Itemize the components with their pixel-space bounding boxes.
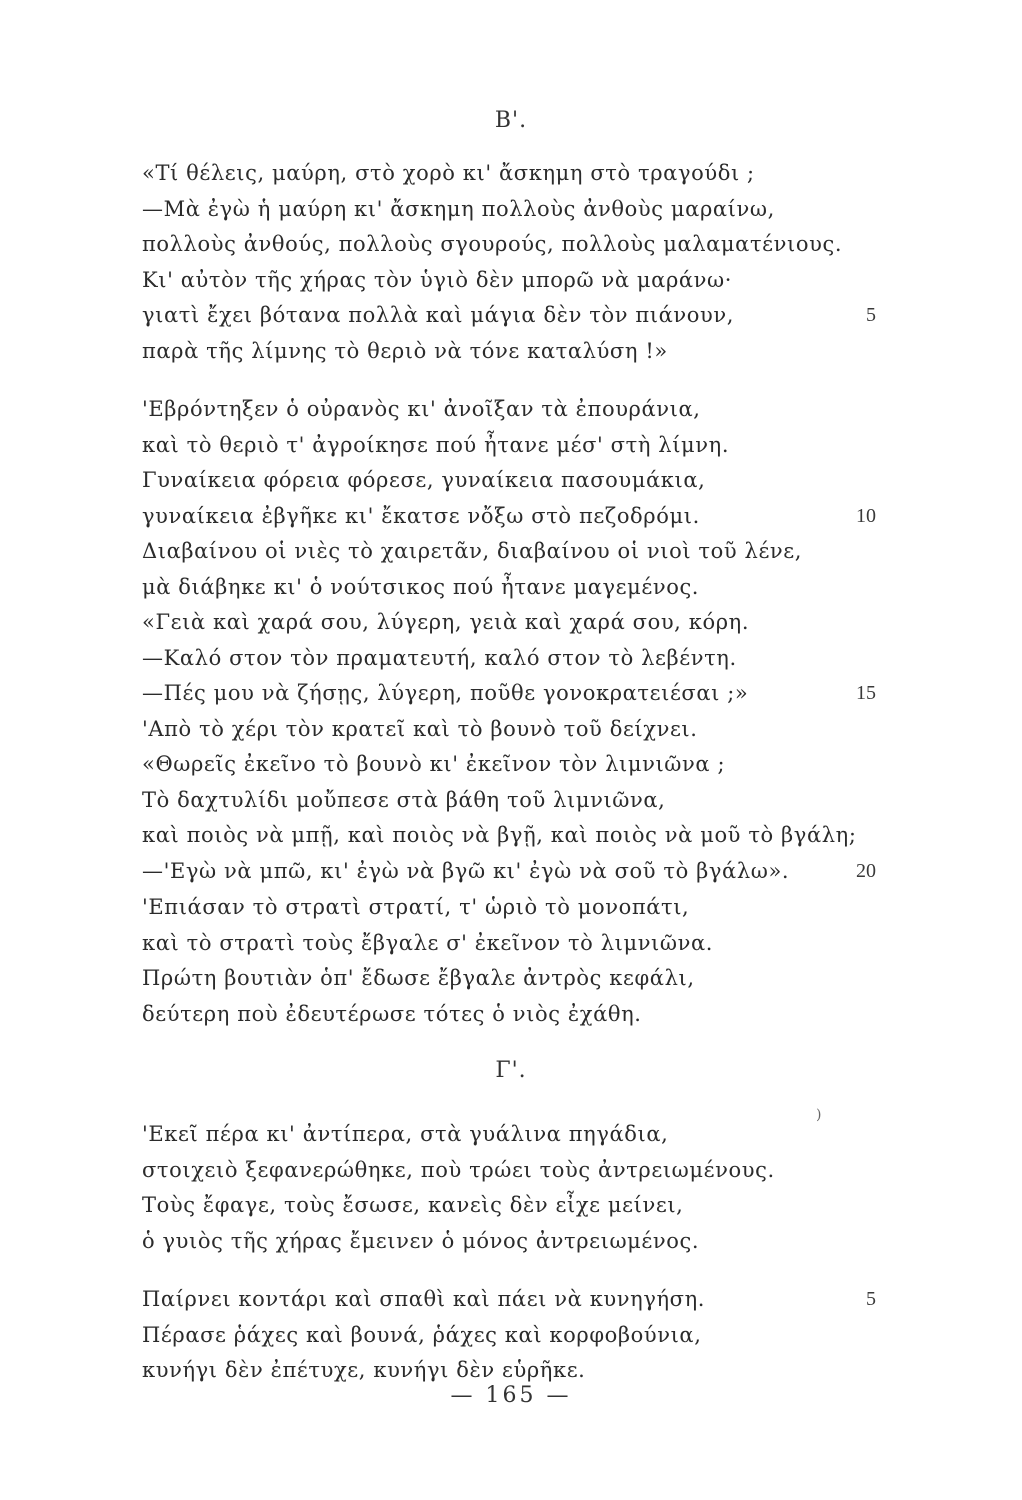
line-number: 5 xyxy=(866,304,876,326)
verse-text: —'Εγὼ νὰ μπῶ, κι' ἐγὼ νὰ βγῶ κι' ἐγὼ νὰ σοῦ τὸ βγάλω». xyxy=(142,858,790,883)
stanza-b-1 xyxy=(0,156,1022,369)
verse-line xyxy=(0,570,1022,606)
verse-line xyxy=(0,428,1022,464)
verse-text: —Πές μου νὰ ζήσῃς, λύγερη, ποῦθε γονοκρατειέσαι ;» xyxy=(142,681,749,705)
verse-text: ὁ γυιὸς τῆς χήρας ἔμεινεν ὁ μόνος ἀντρειωμένος. xyxy=(142,1228,700,1253)
line-number: 10 xyxy=(856,504,876,527)
verse-line xyxy=(0,961,1022,997)
verse-text: Τοὺς ἔφαγε, τοὺς ἔσωσε, κανεὶς δὲν εἶχε μείνει, xyxy=(142,1193,684,1217)
verse-line xyxy=(0,1153,1022,1189)
verse-line xyxy=(0,783,1022,819)
stanza-b-3 xyxy=(0,890,1022,1032)
verse-text: Γυναίκεια φόρεια φόρεσε, γυναίκεια πασουμάκια, xyxy=(142,468,706,492)
verse-text: γυναίκεια ἐβγῆκε κι' ἔκατσε νὄξω στὸ πεζοδρόμι. xyxy=(142,503,700,528)
verse-line xyxy=(0,227,1022,263)
verse-text: καὶ ποιὸς νὰ μπῇ, καὶ ποιὸς νὰ βγῇ, καὶ ποιὸς νὰ μοῦ τὸ βγάλη; xyxy=(142,823,857,847)
verse-text: δεύτερη ποὺ ἐδευτέρωσε τότες ὁ νιὸς ἐχάθη. xyxy=(142,1001,642,1026)
verse-text: καὶ τὸ στρατὶ τοὺς ἔβγαλε σ' ἐκεῖνον τὸ λιμνιῶνα. xyxy=(142,930,714,955)
verse-text: —Καλό στον τὸν πραματευτή, καλό στον τὸ λεβέντη. xyxy=(142,645,737,670)
verse-text: 'Απὸ τὸ χέρι τὸν κρατεῖ καὶ τὸ βουνὸ τοῦ δείχνει. xyxy=(142,716,698,741)
verse-line xyxy=(0,1318,1022,1354)
verse-text: «Θωρεῖς ἐκεῖνο τὸ βουνὸ κι' ἐκεῖνον τὸν λιμνιῶνα ; xyxy=(142,752,726,776)
verse-text: Πρώτη βουτιὰν ὁπ' ἔδωσε ἔβγαλε ἀντρὸς κεφάλι, xyxy=(142,966,695,990)
section-heading-b: Β'. xyxy=(494,108,528,133)
verse-line xyxy=(0,392,1022,428)
verse-text: γιατὶ ἔχει βότανα πολλὰ καὶ μάγια δὲν τὸν πιάνουν, xyxy=(142,303,734,327)
verse-line xyxy=(0,1117,1022,1153)
page-number: — 165 — xyxy=(450,1383,572,1408)
verse-line xyxy=(0,854,1022,890)
verse-text: —Μὰ ἐγὼ ἡ μαύρη κι' ἄσκημη πολλοὺς ἀνθοὺς μαραίνω, xyxy=(142,196,775,221)
line-number: 20 xyxy=(856,859,876,882)
verse-text: «Τί θέλεις, μαύρη, στὸ χορὸ κι' ἄσκημη στὸ τραγούδι ; xyxy=(142,161,755,185)
verse-line xyxy=(0,926,1022,962)
stanza-b-2 xyxy=(0,392,1022,889)
verse-line xyxy=(0,192,1022,228)
verse-line xyxy=(0,605,1022,641)
line-number: 15 xyxy=(856,682,876,704)
verse-line xyxy=(0,534,1022,570)
verse-line xyxy=(0,676,1022,712)
verse-text: Τὸ δαχτυλίδι μοὔπεσε στὰ βάθη τοῦ λιμνιῶνα, xyxy=(142,787,666,812)
verse-text: κυνήγι δὲν ἐπέτυχε, κυνήγι δὲν εὑρῆκε. xyxy=(142,1358,586,1382)
verse-text: «Γειὰ καὶ χαρά σου, λύγερη, γειὰ καὶ χαρά σου, κόρη. xyxy=(142,610,750,634)
verse-line xyxy=(0,818,1022,854)
verse-text: Κι' αὐτὸν τῆς χήρας τὸν ὑγιὸ δὲν μπορῶ νὰ μαράνω· xyxy=(142,267,733,292)
verse-line xyxy=(0,263,1022,299)
verse-text: πολλοὺς ἀνθούς, πολλοὺς σγουρούς, πολλοὺς μαλαματένιους. xyxy=(142,232,843,256)
verse-line xyxy=(0,1282,1022,1318)
verse-text: 'Εκεῖ πέρα κι' ἀντίπερα, στὰ γυάλινα πηγάδια, xyxy=(142,1122,669,1146)
stray-mark: ) xyxy=(816,1107,822,1123)
verse-line xyxy=(0,712,1022,748)
verse-line xyxy=(0,641,1022,677)
verse-text: 'Επιάσαν τὸ στρατὶ στρατί, τ' ὡριὸ τὸ μονοπάτι, xyxy=(142,895,690,919)
verse-line xyxy=(0,1188,1022,1224)
line-number: 5 xyxy=(866,1288,876,1310)
verse-text: Διαβαίνου οἱ νιὲς τὸ χαιρετᾶν, διαβαίνου οἱ νιοὶ τοῦ λένε, xyxy=(142,539,803,563)
verse-text: καὶ τὸ θεριὸ τ' ἀγροίκησε πού ἦτανε μέσ' στὴ λίμνη. xyxy=(142,432,730,457)
verse-text: παρὰ τῆς λίμνης τὸ θεριὸ νὰ τόνε καταλύση !» xyxy=(142,338,668,363)
verse-text: μὰ διάβηκε κι' ὁ νούτσικος πού ἦτανε μαγεμένος. xyxy=(142,574,700,599)
verse-line xyxy=(0,156,1022,192)
stanza-g-2 xyxy=(0,1282,1022,1389)
verse-text: στοιχειὸ ξεφανερώθηκε, ποὺ τρώει τοὺς ἀντρειωμένους. xyxy=(142,1157,775,1182)
stanza-g-1 xyxy=(0,1117,1022,1259)
verse-line xyxy=(0,890,1022,926)
verse-line xyxy=(0,334,1022,370)
verse-line xyxy=(0,298,1022,334)
verse-line xyxy=(0,463,1022,499)
verse-text: Πέρασε ῥάχες καὶ βουνά, ῥάχες καὶ κορφοβούνια, xyxy=(142,1322,702,1347)
verse-text: Παίρνει κοντάρι καὶ σπαθὶ καὶ πάει νὰ κυνηγήση. xyxy=(142,1287,706,1311)
verse-text: 'Εβρόντηξεν ὁ οὐρανὸς κι' ἀνοῖξαν τὰ ἐπουράνια, xyxy=(142,397,701,421)
verse-line xyxy=(0,997,1022,1033)
verse-line xyxy=(0,499,1022,535)
verse-line xyxy=(0,747,1022,783)
section-heading-g: Γ'. xyxy=(495,1058,527,1083)
verse-line xyxy=(0,1224,1022,1260)
